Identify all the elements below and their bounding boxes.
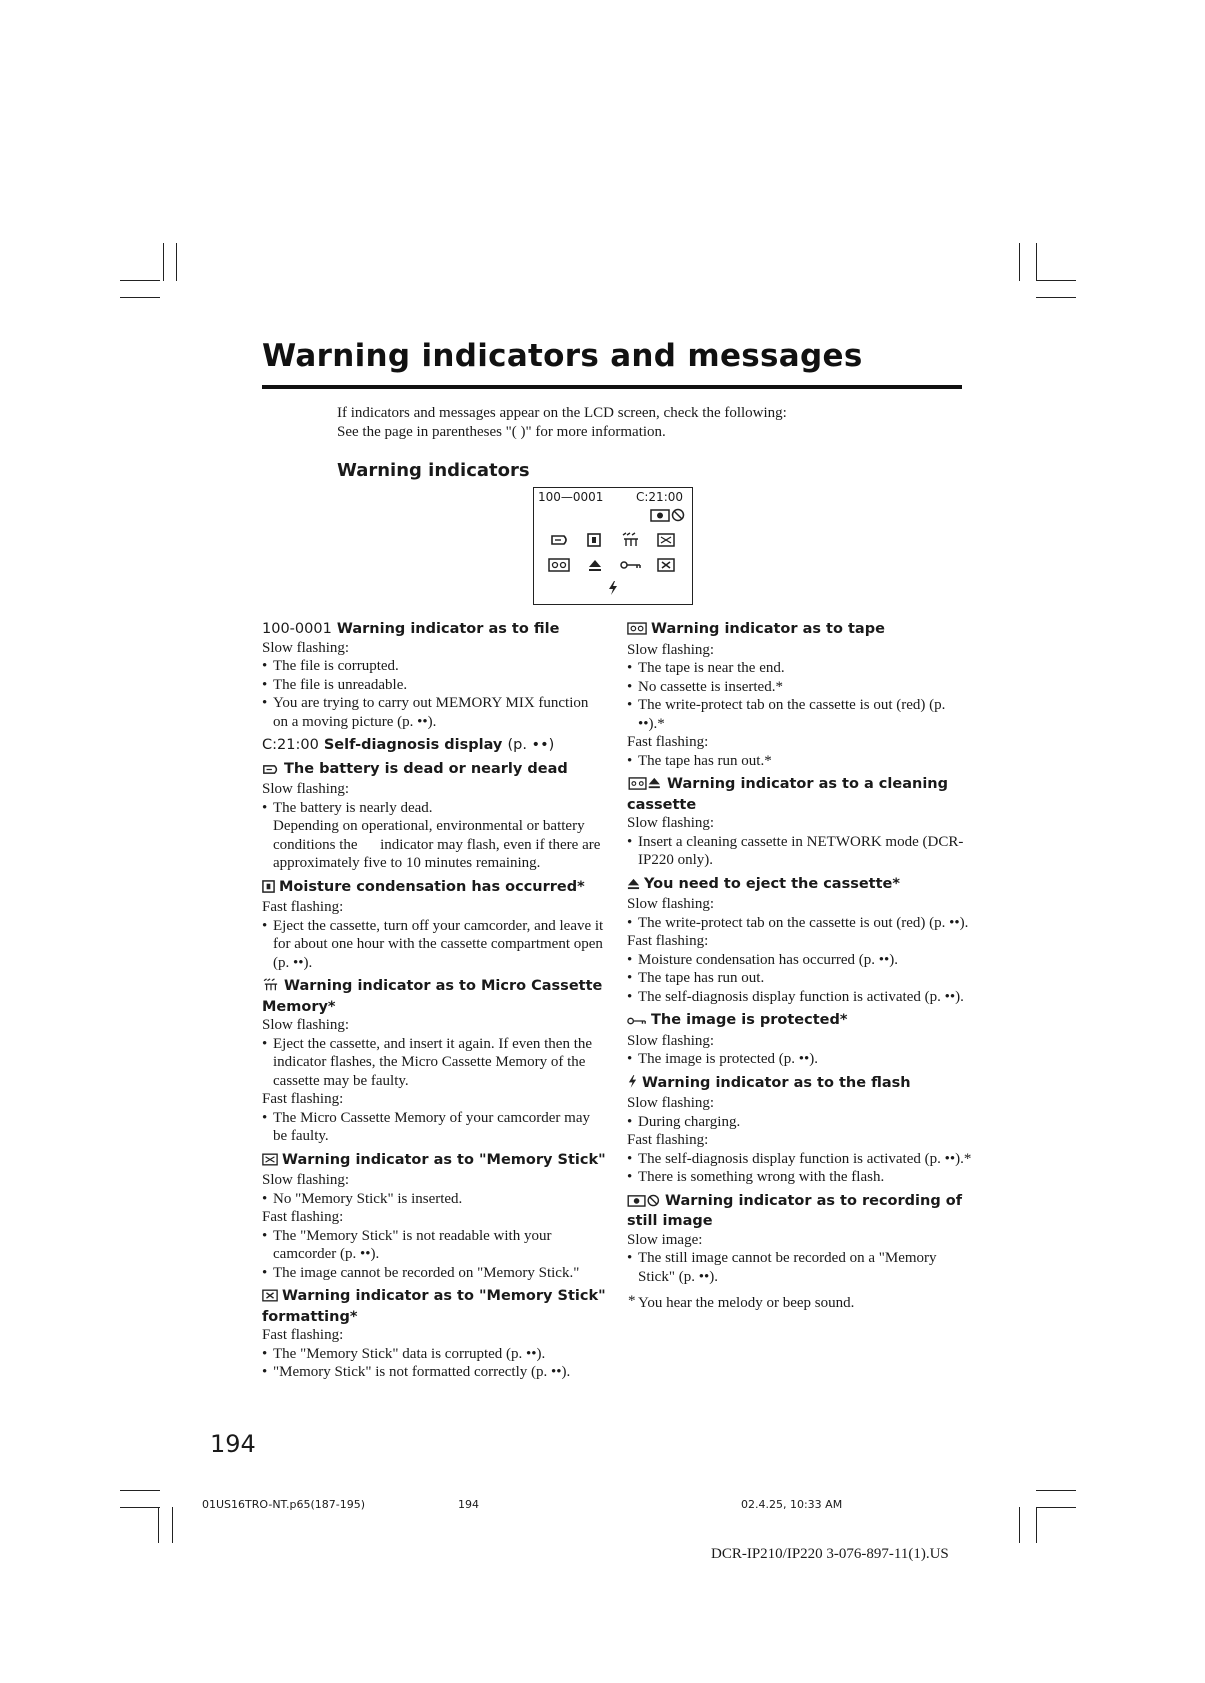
crop-mark-bottom-right-v1 — [1019, 1507, 1020, 1543]
crop-mark-top-left-h2 — [120, 297, 160, 298]
bullet-item: • The file is unreadable. — [262, 676, 607, 695]
flash-label: Slow flashing: — [627, 896, 715, 912]
warning-entry — [262, 1287, 607, 1382]
warning-entry — [262, 620, 607, 731]
entry-title: Warning indicator as to a cleaning cassette — [627, 776, 948, 813]
warning-entry — [627, 1074, 972, 1187]
bullet-item: • No "Memory Stick" is inserted. — [262, 1190, 607, 1209]
crop-mark-top-right-v2 — [1036, 243, 1037, 281]
bullet-item: • The "Memory Stick" is not readable with your camcorder (p. ••). — [262, 1227, 607, 1264]
memory-stick-icon — [657, 533, 675, 547]
warning-entry — [262, 878, 607, 973]
entry-heading — [627, 875, 972, 896]
still-record-icon — [627, 1194, 661, 1213]
intro-text — [337, 404, 787, 442]
bullet-item: • The write-protect tab on the cassette is out (red) (p. ••).* — [627, 696, 972, 733]
bullet-list — [262, 1227, 607, 1283]
entry-title: Self-diagnosis display — [323, 737, 503, 753]
bullet-list — [627, 914, 972, 933]
page-title: Warning indicators and messages — [262, 338, 863, 374]
entry-title: The image is protected* — [651, 1012, 848, 1028]
footer-page: 194 — [458, 1498, 479, 1511]
warning-entry — [262, 977, 607, 1146]
bullet-item: • Insert a cleaning cassette in NETWORK mode (DCR-IP220 only). — [627, 833, 972, 870]
footer-date: 02.4.25, 10:33 AM — [741, 1498, 843, 1511]
bullet-item: • The "Memory Stick" data is corrupted (p. ••). — [262, 1345, 607, 1364]
flash-label: Fast flashing: — [627, 933, 709, 949]
flash-label: Fast flashing: — [627, 1132, 709, 1148]
bullet-item: • The Micro Cassette Memory of your camcorder may be faulty. — [262, 1109, 607, 1146]
moisture-icon — [262, 880, 275, 899]
bullet-item: • Moisture condensation has occurred (p. ••). — [627, 951, 972, 970]
bullet-list — [262, 1190, 607, 1209]
title-rule — [262, 385, 962, 389]
footer-file: 01US16TRO-NT.p65(187-195) — [202, 1498, 365, 1511]
entry-heading — [627, 1011, 972, 1032]
entry-title: You need to eject the cassette* — [644, 875, 900, 892]
flash-label: Slow flashing: — [627, 641, 715, 658]
still-record-icon — [650, 508, 686, 522]
flash-label: Fast flashing: — [262, 899, 344, 915]
bullet-item: • The battery is nearly dead. — [262, 799, 607, 818]
flash-label: Slow flashing: — [262, 1172, 350, 1188]
entry-heading — [627, 1074, 972, 1095]
crop-mark-bottom-right-v2 — [1036, 1507, 1037, 1543]
entry-ref: (p. ••) — [507, 737, 555, 753]
bullet-item: • "Memory Stick" is not formatted correctly (p. ••). — [262, 1363, 607, 1382]
entry-code: C:21:00 — [262, 737, 319, 753]
warning-entry — [627, 620, 972, 770]
warning-entry — [262, 1151, 607, 1283]
bullet-item: • The write-protect tab on the cassette is out (red) (p. ••). — [627, 914, 972, 933]
flash-label: Slow image: — [627, 1231, 703, 1248]
crop-mark-top-right-h2 — [1036, 297, 1076, 298]
bullet-item: • During charging. — [627, 1113, 972, 1132]
entry-heading — [262, 736, 607, 755]
flash-label: Slow flashing: — [627, 1095, 715, 1111]
warning-entry — [627, 1011, 972, 1069]
bullet-item: • Eject the cassette, and insert it again. If even then the indicator flashes, the Micro Cassette Memory of the cassette may be faulty. — [262, 1035, 607, 1091]
bullet-item: • No cassette is inserted.* — [627, 678, 972, 697]
lcd-screen-diagram — [533, 487, 693, 605]
flash-label: Slow flashing: — [627, 1032, 715, 1049]
entry-heading — [627, 1192, 972, 1231]
flash-icon — [627, 1074, 638, 1095]
entry-title: Moisture condensation has occurred* — [279, 878, 585, 895]
bullet-item: • The still image cannot be recorded on a "Memory Stick" (p. ••). — [627, 1249, 972, 1286]
bullet-list — [262, 917, 607, 973]
eject-icon — [627, 877, 640, 896]
flash-label: Slow flashing: — [262, 1017, 350, 1033]
tape-icon — [627, 622, 647, 641]
battery-icon — [262, 762, 280, 781]
cassette-memory-icon — [262, 978, 280, 998]
entry-heading — [627, 775, 972, 814]
lcd-self-diagnosis: C:21:00 — [636, 490, 684, 504]
bullet-item: • Eject the cassette, turn off your camcorder, and leave it for about one hour with the cassette compartment open (p. ••). — [262, 917, 607, 973]
memory-stick-format-icon — [262, 1289, 278, 1308]
moisture-icon — [587, 533, 601, 547]
entry-title: Warning indicator as to "Memory Stick" — [282, 1151, 606, 1168]
memory-stick-format-icon — [657, 558, 675, 572]
crop-mark-bottom-left-h — [120, 1490, 160, 1491]
bullet-list — [627, 951, 972, 1007]
entry-heading — [627, 620, 972, 641]
page-number: 194 — [210, 1430, 256, 1458]
warning-entry — [627, 875, 972, 1007]
bullet-item: • The image cannot be recorded on "Memory Stick." — [262, 1264, 607, 1283]
bullet-list — [627, 1249, 972, 1286]
entry-title: Warning indicator as to tape — [651, 621, 885, 637]
crop-mark-bottom-left-v2 — [172, 1507, 173, 1543]
bullet-item: • The self-diagnosis display function is activated (p. ••). — [627, 988, 972, 1007]
bullet-item: • The tape is near the end. — [627, 659, 972, 678]
footer-model: DCR-IP210/IP220 3-076-897-11(1).US — [711, 1546, 949, 1562]
crop-mark-bottom-left-h2 — [120, 1507, 160, 1508]
bullet-list — [627, 1050, 972, 1069]
battery-icon — [550, 534, 570, 546]
bullet-list — [627, 833, 972, 870]
flash-label: Fast flashing: — [262, 1327, 344, 1343]
flash-label: Fast flashing: — [627, 734, 709, 750]
key-icon — [627, 1013, 647, 1032]
crop-mark-bottom-left-v1 — [158, 1507, 159, 1543]
flash-label: Slow flashing: — [627, 815, 715, 831]
bullet-item: • You are trying to carry out MEMORY MIX function on a moving picture (p. ••). — [262, 694, 607, 731]
bullet-list — [262, 1345, 607, 1382]
entry-paragraph: Depending on operational, environmental or battery conditions the indicator may flash, even if there are approximately five to 10 minutes remaining. — [273, 818, 601, 871]
entry-title: Warning indicator as to file — [336, 621, 560, 637]
eject-icon — [588, 558, 602, 572]
entry-title: Warning indicator as to the flash — [642, 1074, 911, 1091]
bullet-list — [627, 659, 972, 733]
bullet-item: • The tape has run out.* — [627, 752, 972, 771]
bullet-list — [262, 657, 607, 731]
intro-line-1: If indicators and messages appear on the LCD screen, check the following: — [337, 405, 787, 421]
footnote: * You hear the melody or beep sound. — [627, 1294, 972, 1313]
entry-code: 100-0001 — [262, 621, 332, 637]
bullet-list — [262, 1035, 607, 1091]
cassette-memory-icon — [621, 532, 641, 548]
bullet-item: • The self-diagnosis display function is activated (p. ••).* — [627, 1150, 972, 1169]
crop-mark-top-right-v1 — [1019, 243, 1020, 281]
bullet-item: • There is something wrong with the flash. — [627, 1168, 972, 1187]
warning-entry — [262, 736, 607, 755]
crop-mark-top-left-v2 — [176, 243, 177, 281]
bullet-item: • The tape has run out. — [627, 969, 972, 988]
entry-heading — [262, 977, 607, 1016]
entry-heading — [262, 1287, 607, 1326]
crop-mark-bottom-right-h — [1036, 1507, 1076, 1508]
bullet-list — [627, 752, 972, 771]
flash-label: Slow flashing: — [262, 781, 350, 797]
bullet-list — [262, 799, 607, 818]
key-icon — [620, 560, 642, 570]
flash-icon — [607, 580, 619, 596]
crop-mark-top-left-h — [120, 280, 160, 281]
flash-label: Fast flashing: — [262, 1209, 344, 1225]
warning-indicators-subheading: Warning indicators — [337, 460, 530, 481]
bullet-list — [627, 1150, 972, 1187]
bullet-item: • The image is protected (p. ••). — [627, 1050, 972, 1069]
warning-entry — [627, 1192, 972, 1287]
bullet-item: • The file is corrupted. — [262, 657, 607, 676]
crop-mark-bottom-right-h2 — [1036, 1490, 1076, 1491]
entry-title: The battery is dead or nearly dead — [284, 760, 568, 777]
right-column — [627, 620, 972, 1313]
bullet-list — [627, 1113, 972, 1132]
entry-heading — [262, 1151, 607, 1172]
intro-line-2: See the page in parentheses "( )" for more information. — [337, 424, 666, 440]
entry-title: Warning indicator as to Micro Cassette Memory* — [262, 978, 603, 1015]
left-column — [262, 620, 607, 1387]
crop-mark-top-right-h — [1036, 280, 1076, 281]
entry-title: Warning indicator as to recording of still image — [627, 1192, 963, 1229]
entry-title: Warning indicator as to "Memory Stick" formatting* — [262, 1288, 606, 1325]
memory-stick-icon — [262, 1153, 278, 1172]
warning-entry — [262, 760, 607, 873]
tape-icon — [548, 558, 570, 572]
cleaning-eject-icon — [627, 777, 663, 796]
lcd-file-code: 100—0001 — [538, 490, 604, 504]
flash-label: Fast flashing: — [262, 1091, 344, 1107]
entry-heading — [262, 878, 607, 899]
crop-mark-top-left-v1 — [163, 243, 164, 281]
bullet-list — [262, 1109, 607, 1146]
entry-heading — [262, 760, 607, 781]
warning-entry — [627, 775, 972, 870]
entry-heading — [262, 620, 607, 639]
flash-label: Slow flashing: — [262, 639, 350, 656]
